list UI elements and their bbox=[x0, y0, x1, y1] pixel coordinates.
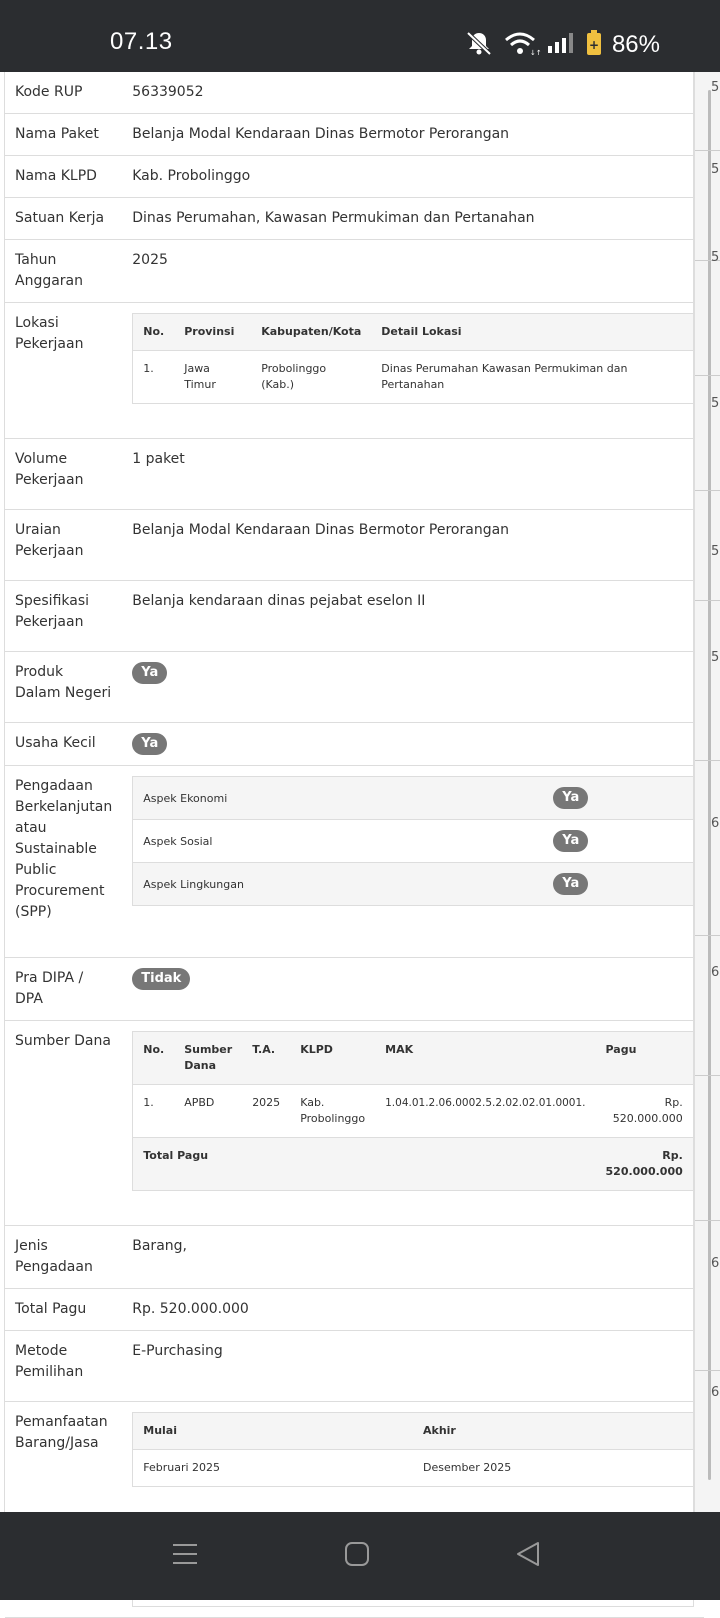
sumber-header-klpd: KLPD bbox=[290, 1032, 375, 1085]
gutter-text: 6 bbox=[711, 816, 720, 831]
value-nama-klpd: Kab. Probolinggo bbox=[122, 156, 704, 198]
row-nama-klpd bbox=[5, 156, 704, 198]
row-volume bbox=[5, 439, 704, 510]
home-button[interactable] bbox=[337, 1536, 377, 1576]
label-uraian: Uraian Pekerjaan bbox=[5, 510, 122, 581]
value-jenis-pengadaan: Barang, bbox=[122, 1226, 704, 1289]
system-nav-bar bbox=[0, 1512, 720, 1600]
recent-apps-button[interactable] bbox=[165, 1536, 205, 1576]
table-row bbox=[133, 777, 694, 820]
adjacent-column-gutter bbox=[694, 72, 720, 1512]
label-metode-pemilihan: Metode Pemilihan bbox=[5, 1331, 122, 1402]
lokasi-header-provinsi: Provinsi bbox=[174, 314, 251, 351]
lokasi-table bbox=[132, 313, 694, 404]
total-pagu-value: Rp. 520.000.000 bbox=[596, 1138, 694, 1191]
row-produk-dalam-negeri bbox=[5, 652, 704, 723]
gutter-divider bbox=[695, 935, 720, 936]
gutter-text: 5 bbox=[711, 396, 720, 411]
recent-apps-icon bbox=[172, 1541, 198, 1571]
sumber-cell-mak: 1.04.01.2.06.0002.5.2.02.02.01.0001. bbox=[375, 1085, 595, 1138]
sumber-cell-ta: 2025 bbox=[242, 1085, 290, 1138]
row-metode-pemilihan bbox=[5, 1331, 704, 1402]
table-row bbox=[133, 351, 694, 404]
status-icons bbox=[464, 30, 660, 60]
sumber-header-mak: MAK bbox=[375, 1032, 595, 1085]
gutter-divider bbox=[695, 1075, 720, 1076]
gutter-divider bbox=[695, 1370, 720, 1371]
spp-aspect-label: Aspek Sosial bbox=[133, 820, 544, 863]
row-jenis-pengadaan bbox=[5, 1226, 704, 1289]
status-badge: Ya bbox=[553, 787, 588, 809]
row-spp bbox=[5, 766, 704, 958]
sumber-header-ta: T.A. bbox=[242, 1032, 290, 1085]
package-detail-panel bbox=[4, 72, 694, 1512]
lokasi-cell-detail: Dinas Perumahan Kawasan Permukiman dan Pertanahan bbox=[371, 351, 693, 404]
gutter-text: 5 bbox=[711, 250, 720, 265]
row-nama-paket bbox=[5, 114, 704, 156]
gutter-divider bbox=[695, 490, 720, 491]
table-row bbox=[133, 1085, 694, 1138]
label-pra-dipa: Pra DIPA / DPA bbox=[5, 958, 122, 1021]
label-spesifikasi: Spesifikasi Pekerjaan bbox=[5, 581, 122, 652]
row-sumber-dana bbox=[5, 1021, 704, 1226]
value-spesifikasi: Belanja kendaraan dinas pejabat eselon II bbox=[122, 581, 704, 652]
status-badge: Ya bbox=[553, 830, 588, 852]
label-spp: Pengadaan Berkelanjutan atau Sustainable Public Procurement (SPP) bbox=[5, 766, 122, 958]
table-row bbox=[133, 820, 694, 863]
sumber-cell-pagu: Rp. 520.000.000 bbox=[596, 1085, 694, 1138]
lokasi-cell-no: 1. bbox=[133, 351, 174, 404]
total-pagu-label: Total Pagu bbox=[133, 1138, 596, 1191]
gutter-text: 6 bbox=[711, 1385, 720, 1400]
lokasi-header-detail: Detail Lokasi bbox=[371, 314, 693, 351]
label-total-pagu: Total Pagu bbox=[5, 1289, 122, 1331]
package-detail-table bbox=[5, 72, 704, 1618]
gutter-text: 6 bbox=[711, 1256, 720, 1271]
label-nama-paket: Nama Paket bbox=[5, 114, 122, 156]
battery-icon bbox=[586, 30, 602, 60]
gutter-text: 6 bbox=[711, 965, 720, 980]
gutter-text: 5 bbox=[711, 650, 720, 665]
mute-bell-icon bbox=[464, 30, 494, 60]
signal-icon bbox=[546, 32, 576, 58]
wifi-icon bbox=[504, 31, 542, 59]
row-total-pagu bbox=[5, 1289, 704, 1331]
row-pra-dipa bbox=[5, 958, 704, 1021]
label-volume: Volume Pekerjaan bbox=[5, 439, 122, 510]
table-row bbox=[133, 863, 694, 906]
label-satuan-kerja: Satuan Kerja bbox=[5, 198, 122, 240]
label-kode-rup: Kode RUP bbox=[5, 72, 122, 114]
label-produk-dalam-negeri: Produk Dalam Negeri bbox=[5, 652, 122, 723]
value-uraian: Belanja Modal Kendaraan Dinas Bermotor Perorangan bbox=[122, 510, 704, 581]
row-uraian bbox=[5, 510, 704, 581]
gutter-text: 5 bbox=[711, 544, 720, 559]
sumber-header-no: No. bbox=[133, 1032, 174, 1085]
back-icon bbox=[515, 1541, 541, 1571]
row-satuan-kerja bbox=[5, 198, 704, 240]
svg-text:↓↑: ↓↑ bbox=[529, 49, 542, 57]
pemanfaatan-cell-mulai: Februari 2025 bbox=[133, 1450, 413, 1487]
pemanfaatan-header-akhir: Akhir bbox=[413, 1413, 693, 1450]
gutter-text: 5 bbox=[711, 162, 720, 177]
row-pemanfaatan bbox=[5, 1402, 704, 1522]
value-metode-pemilihan: E-Purchasing bbox=[122, 1331, 704, 1402]
status-badge: Tidak bbox=[132, 968, 190, 990]
lokasi-cell-provinsi: Jawa Timur bbox=[174, 351, 251, 404]
label-nama-klpd: Nama KLPD bbox=[5, 156, 122, 198]
gutter-divider bbox=[695, 375, 720, 376]
sumber-dana-table bbox=[132, 1031, 694, 1191]
status-badge: Ya bbox=[553, 873, 588, 895]
value-volume: 1 paket bbox=[122, 439, 704, 510]
label-tahun-anggaran: Tahun Anggaran bbox=[5, 240, 122, 303]
sumber-cell-no: 1. bbox=[133, 1085, 174, 1138]
spp-table bbox=[132, 776, 694, 906]
row-tahun-anggaran bbox=[5, 240, 704, 303]
back-button[interactable] bbox=[508, 1536, 548, 1576]
label-lokasi-pekerjaan: Lokasi Pekerjaan bbox=[5, 303, 122, 439]
status-time: 07.13 bbox=[110, 28, 173, 55]
value-kode-rup: 56339052 bbox=[122, 72, 704, 114]
table-row bbox=[133, 1450, 694, 1487]
status-badge: Ya bbox=[132, 662, 167, 684]
pemanfaatan-header-mulai: Mulai bbox=[133, 1413, 413, 1450]
row-usaha-kecil bbox=[5, 723, 704, 766]
gutter-text: 5 bbox=[711, 80, 720, 95]
value-nama-paket: Belanja Modal Kendaraan Dinas Bermotor Perorangan bbox=[122, 114, 704, 156]
sumber-header-sumber: Sumber Dana bbox=[174, 1032, 242, 1085]
label-sumber-dana: Sumber Dana bbox=[5, 1021, 122, 1226]
sumber-header-pagu: Pagu bbox=[596, 1032, 694, 1085]
gutter-divider bbox=[695, 600, 720, 601]
scrollbar[interactable] bbox=[708, 90, 711, 1480]
gutter-divider bbox=[695, 760, 720, 761]
sumber-cell-sumber: APBD bbox=[174, 1085, 242, 1138]
svg-text:+: + bbox=[588, 38, 599, 52]
row-kode-rup bbox=[5, 72, 704, 114]
sumber-cell-klpd: Kab. Probolinggo bbox=[290, 1085, 375, 1138]
status-bar bbox=[0, 0, 720, 72]
value-total-pagu: Rp. 520.000.000 bbox=[122, 1289, 704, 1331]
label-jenis-pengadaan: Jenis Pengadaan bbox=[5, 1226, 122, 1289]
battery-percent: 86% bbox=[611, 31, 660, 58]
lokasi-cell-kabupaten: Probolinggo (Kab.) bbox=[251, 351, 371, 404]
value-satuan-kerja: Dinas Perumahan, Kawasan Permukiman dan Pertanahan bbox=[122, 198, 704, 240]
spp-aspect-label: Aspek Ekonomi bbox=[133, 777, 544, 820]
home-icon bbox=[344, 1541, 370, 1571]
table-total-row bbox=[133, 1138, 694, 1191]
gutter-divider bbox=[695, 150, 720, 151]
label-usaha-kecil: Usaha Kecil bbox=[5, 723, 122, 766]
status-badge: Ya bbox=[132, 733, 167, 755]
lokasi-header-no: No. bbox=[133, 314, 174, 351]
lokasi-header-kabupaten: Kabupaten/Kota bbox=[251, 314, 371, 351]
value-tahun-anggaran: 2025 bbox=[122, 240, 704, 303]
row-spesifikasi bbox=[5, 581, 704, 652]
spp-aspect-label: Aspek Lingkungan bbox=[133, 863, 544, 906]
row-lokasi-pekerjaan bbox=[5, 303, 704, 439]
pemanfaatan-cell-akhir: Desember 2025 bbox=[413, 1450, 693, 1487]
pemanfaatan-table bbox=[132, 1412, 694, 1487]
gutter-divider bbox=[695, 1220, 720, 1221]
label-pemanfaatan: Pemanfaatan Barang/Jasa bbox=[5, 1402, 122, 1522]
